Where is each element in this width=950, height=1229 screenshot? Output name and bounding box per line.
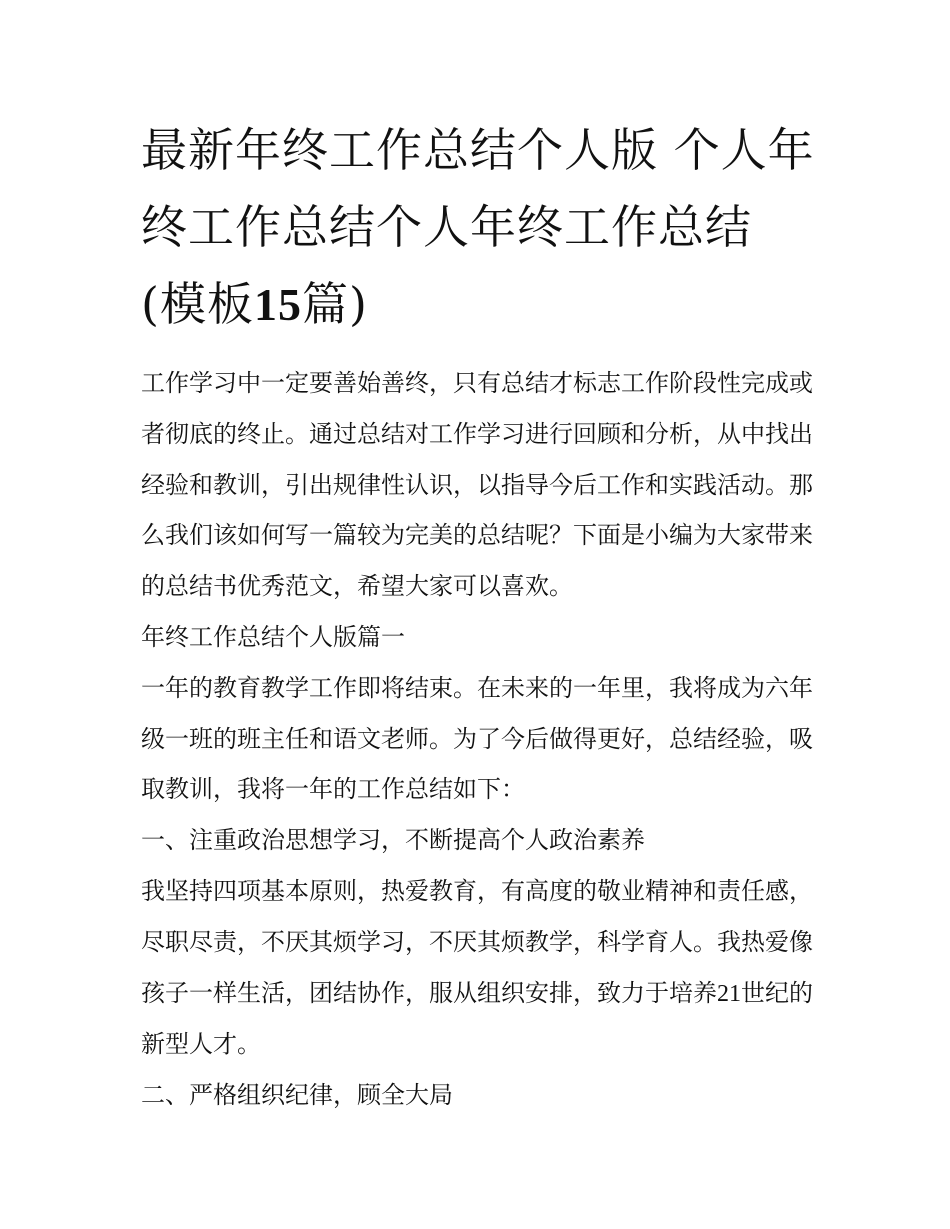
title-text-part2: 篇) <box>301 277 368 331</box>
section-title: 年终工作总结个人版篇一 <box>141 622 405 651</box>
paragraph-2-text-part2: 世纪的新型人才。 <box>141 978 813 1059</box>
document-title <box>141 112 816 343</box>
heading-2: 二、严格组织纪律，顾全大局 <box>141 1081 453 1110</box>
document-content <box>141 112 816 1121</box>
paragraph-2 <box>141 866 816 1070</box>
intro-paragraph: 工作学习中一定要善始善终，只有总结才标志工作阶段性完成或者彻底的终止。通过总结对工作学习进行回顾和分析，从中找出经验和教训，引出规律性认识，以指导今后工作和实践活动。那么我们该如何写一篇较为完美的总结呢？下面是小编为大家带来的总结书优秀范文，希望大家可以喜欢。 <box>141 369 813 601</box>
document-body <box>141 358 816 1121</box>
title-number: 15 <box>253 279 302 330</box>
paragraph-1: 一年的教育教学工作即将结束。在未来的一年里，我将成为六年级一班的班主任和语文老师。为了今后做得更好，总结经验，吸取教训，我将一年的工作总结如下： <box>141 673 813 804</box>
title-text-part1: 最新年终工作总结个人版 个人年终工作总结个人年终工作总结(模板 <box>141 123 815 331</box>
heading-1: 一、注重政治思想学习，不断提高个人政治素养 <box>141 826 645 855</box>
paragraph-2-number: 21 <box>717 980 741 1007</box>
paragraph-2-text-part1: 我坚持四项基本原则，热爱教育，有高度的敬业精神和责任感，尽职尽责，不厌其烦学习，不厌其烦教学，科学育人。我热爱像孩子一样生活，团结协作，服从组织安排，致力于培养 <box>141 876 813 1007</box>
